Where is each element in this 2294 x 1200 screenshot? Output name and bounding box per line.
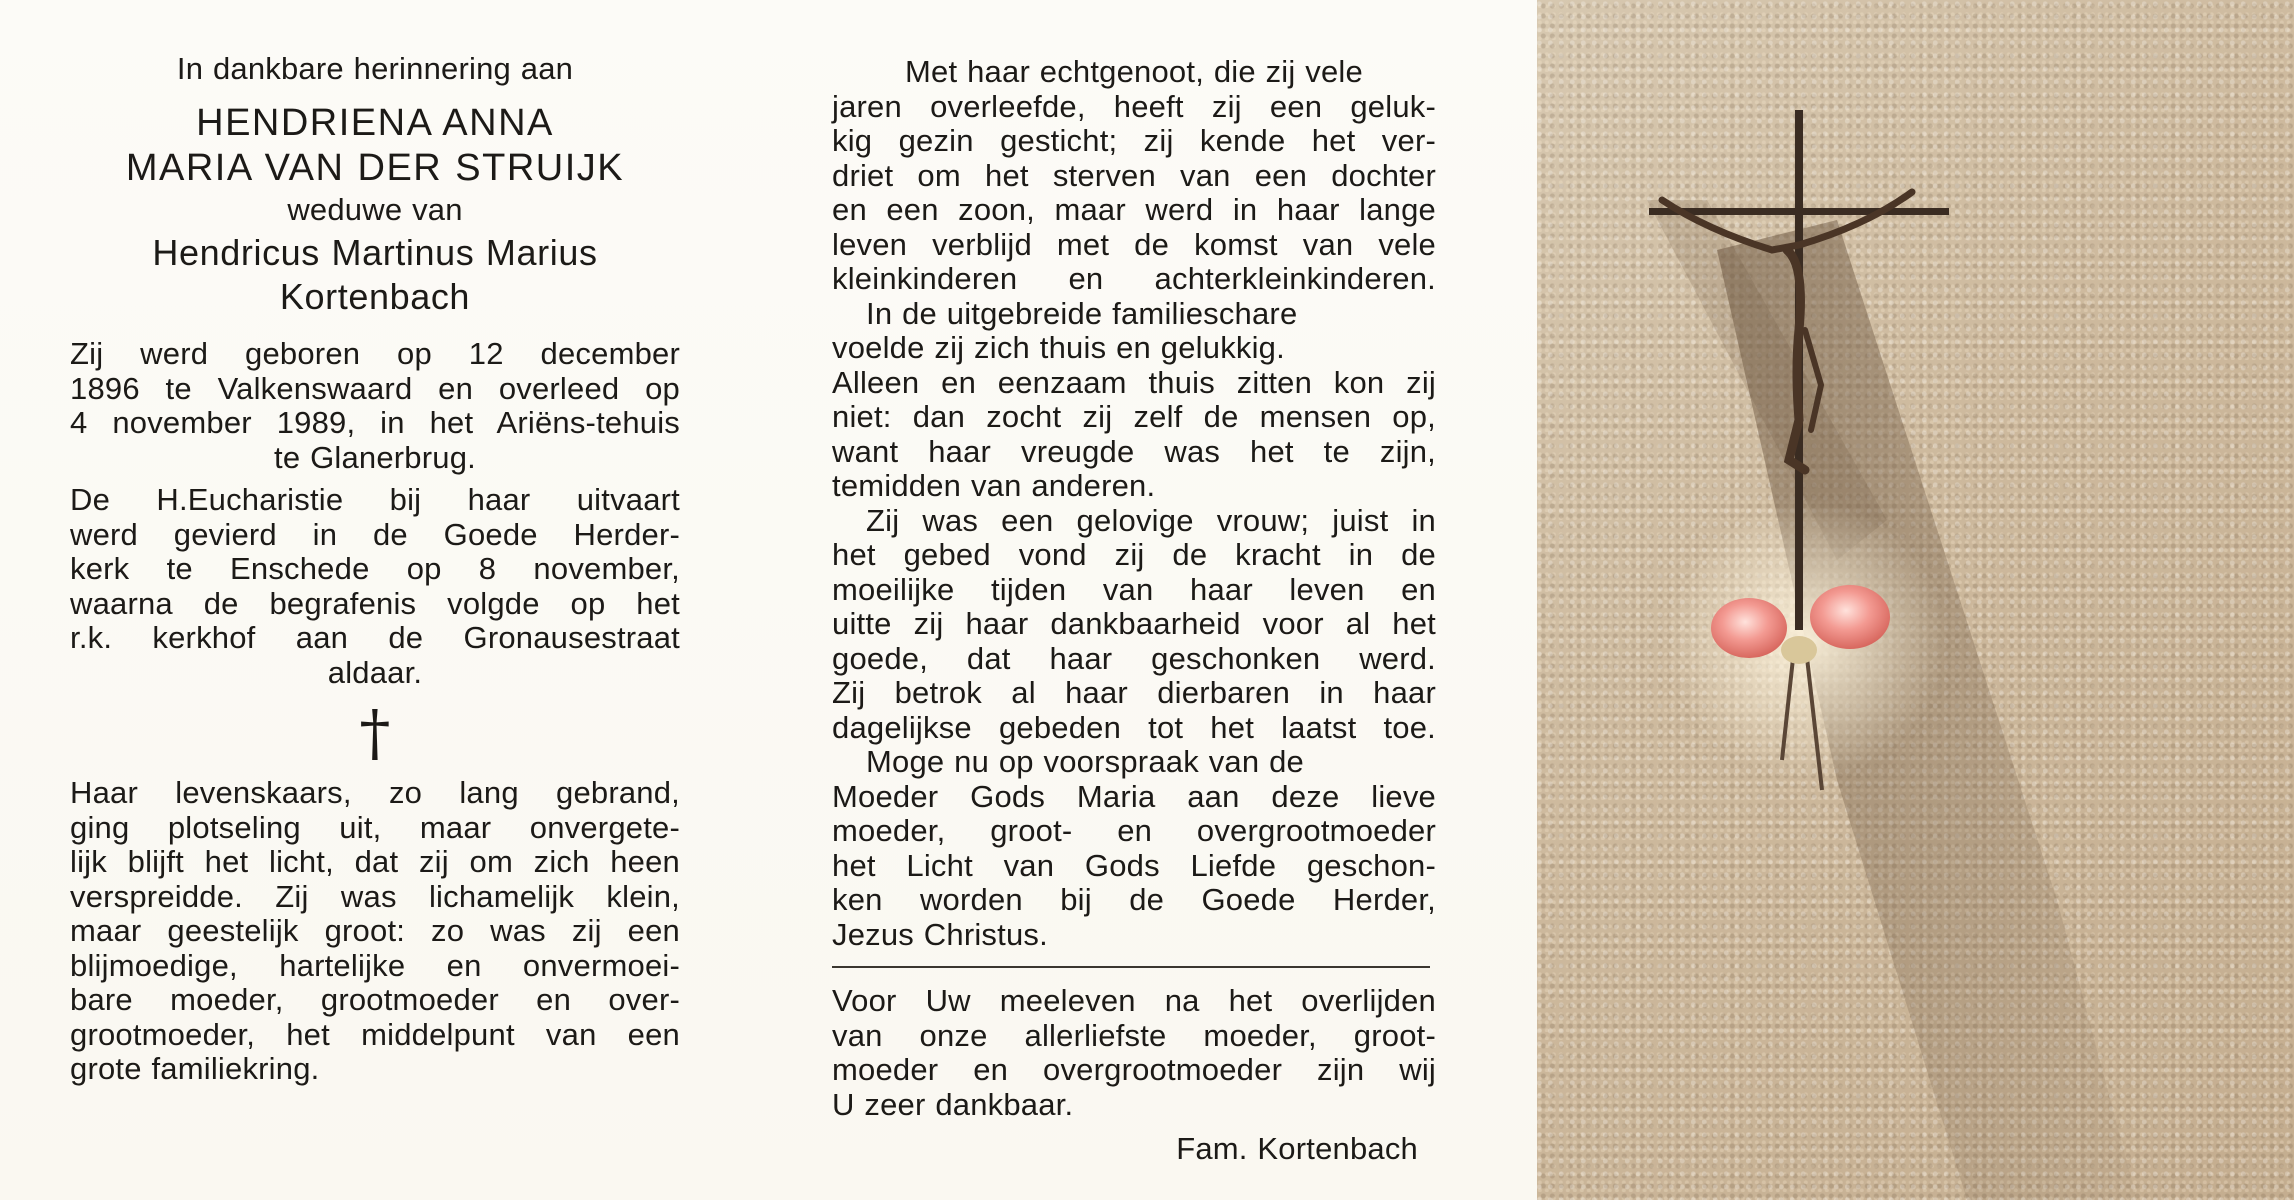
crucifix-icon [1537,0,2294,1200]
tribute-line: grote familiekring. [70,1051,320,1086]
text-line: Zij was een gelovige vrouw; juist in [866,502,1436,538]
tribute-line: ging plotseling uit, maar onvergete- [70,809,680,845]
thanks-section [832,984,1436,1167]
tribute-paragraph [70,776,680,1087]
text-line: goede, dat haar geschonken werd. [832,640,1436,676]
text-line: moeder, groot- en overgrootmoeder [832,813,1436,848]
text-line: Jezus Christus. [832,916,1048,952]
name-line-1: HENDRIENA ANNA [196,101,554,144]
paragraph-faith [832,504,1436,746]
text-line: Moeder Gods Maria aan deze lieve [832,778,1436,814]
thanks-line: van onze allerliefste moeder, groot- [832,1017,1436,1053]
deceased-name [70,101,680,191]
crucifix-photo [1537,0,2294,1200]
tribute-line: grootmoeder, het middelpunt van een [70,1016,680,1052]
paragraph-home [832,297,1436,504]
tribute-line: Haar levenskaars, zo lang gebrand, [70,775,680,810]
name-line-2: MARIA VAN DER STRUIJK [125,146,625,189]
funeral-line: werd gevierd in de Goede Herder- [70,516,680,552]
funeral-line: r.k. kerkhof aan de Gronausestraat [70,620,680,655]
tribute-line: bare moeder, grootmoeder en over- [70,982,680,1017]
intro-line: In dankbare herinnering aan [176,51,574,86]
text-line: ken worden bij de Goede Herder, [832,882,1436,917]
funeral-line: De H.Eucharistie bij haar uitvaart [70,482,680,517]
cross-symbol [70,690,680,776]
thanks-line: U zeer dankbaar. [832,1086,1074,1122]
text-line: kleinkinderen en achterkleinkinderen. [832,261,1436,296]
husband-name [70,231,680,319]
text-line: het Licht van Gods Liefde geschon- [832,847,1436,883]
husband-line-1: Hendricus Martinus Marius [152,232,598,273]
text-line: jaren overleefde, heeft zij een geluk- [832,88,1436,124]
thanks-line: Voor Uw meeleven na het overlijden [832,983,1436,1018]
text-line: leven verblijd met de komst van vele [832,226,1436,262]
text-line: Met haar echtgenoot, die zij vele [905,54,1363,89]
left-column [70,52,680,1087]
tribute-line: lijk blijft het licht, dat zij om zich heen [70,844,680,879]
text-line: driet om het sterven van een dochter [832,157,1436,193]
paragraph-family [832,55,1436,297]
text-line: en een zoon, maar werd in haar lange [832,192,1436,227]
funeral-line: aldaar. [327,654,423,690]
family-signature: Fam. Kortenbach [1176,1131,1418,1166]
text-line: temidden van anderen. [832,468,1156,503]
widow-of-label: weduwe van [287,191,463,227]
birth-line: 1896 te Valkenswaard en overleed op [70,370,680,406]
text-line: In de uitgebreide familieschare [866,295,1298,331]
tribute-line: maar geestelijk groot: zo was zij een [70,913,680,948]
tribute-line: verspreidde. Zij was lichamelijk klein, [70,878,680,914]
text-line: Zij betrok al haar dierbaren in haar [832,675,1436,710]
funeral-line: waarna de begrafenis volgde op het [70,585,680,621]
funeral-line: kerk te Enschede op 8 november, [70,551,680,586]
text-line: Moge nu op voorspraak van de [866,744,1304,779]
thanks-line: moeder en overgrootmoeder zijn wij [832,1052,1436,1087]
tribute-line: blijmoedige, hartelijke en onvermoei- [70,947,680,983]
divider-line [832,966,1430,968]
husband-line-2: Kortenbach [279,276,471,317]
text-line: het gebed vond zij de kracht in de [832,537,1436,572]
birth-death-paragraph [70,337,680,475]
middle-column [832,55,1436,952]
text-line: voelde zij zich thuis en gelukkig. [832,330,1285,365]
text-line: dagelijkse gebeden tot het laatst toe. [832,709,1436,745]
birth-line: 4 november 1989, in het Ariëns-tehuis [70,405,680,440]
birth-line: te Glanerbrug. [274,439,476,475]
funeral-paragraph [70,483,680,690]
cross-icon: † [359,696,391,769]
text-line: moeilijke tijden van haar leven en [832,571,1436,607]
text-line: niet: dan zocht zij zelf de mensen op, [832,399,1436,434]
text-line: kig gezin gesticht; zij kende het ver- [832,123,1436,158]
paragraph-prayer [832,745,1436,952]
text-line: Alleen en eenzaam thuis zitten kon zij [832,364,1436,400]
birth-line: Zij werd geboren op 12 december [70,336,680,371]
text-line: want haar vreugde was het te zijn, [832,433,1436,469]
text-line: uitte zij haar dankbaarheid voor al het [832,606,1436,641]
